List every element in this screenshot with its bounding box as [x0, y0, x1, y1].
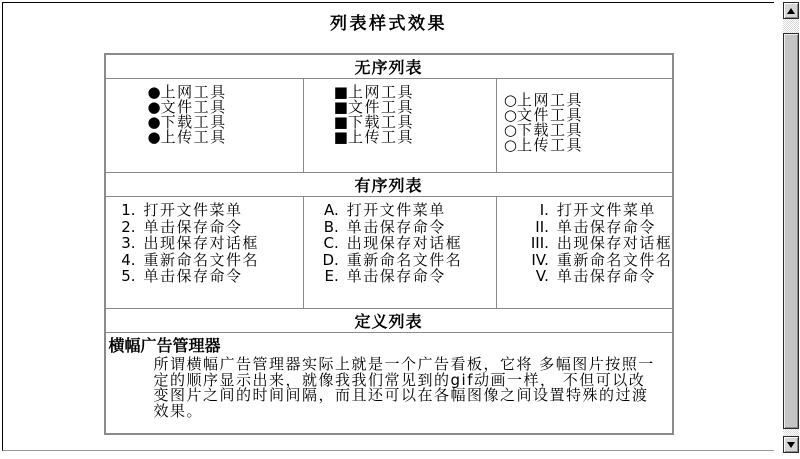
list-item [106, 235, 303, 252]
disc-bullet-icon: ● [147, 128, 161, 146]
ordered-cell-decimal [105, 197, 304, 309]
upper-roman-list-marker: II. [535, 217, 549, 236]
scrollbar-thumb[interactable] [783, 33, 799, 429]
vertical-scrollbar[interactable] [783, 2, 799, 453]
list-item-text: 上网工具 [517, 91, 584, 109]
circle-bullet-icon: ○ [503, 136, 517, 154]
list-item [309, 268, 496, 285]
list-item-text: 出现保存对话框 [346, 234, 463, 252]
list-item-text: 文件工具 [517, 106, 584, 124]
list-item-text: 上传工具 [160, 128, 227, 146]
upper-alpha-list-marker: B. [323, 217, 339, 236]
list-item [106, 252, 303, 269]
list-item-text: 下载工具 [517, 121, 584, 139]
list-item-text: 单击保存命令 [143, 217, 243, 236]
list-item [309, 252, 496, 269]
list-item-text: 单击保存命令 [346, 217, 446, 236]
list-item-text: 单击保存命令 [143, 267, 243, 285]
list-item-text: 出现保存对话框 [556, 234, 673, 252]
scrollbar-track[interactable] [783, 19, 799, 436]
upper-roman-list-marker: I. [539, 201, 549, 219]
roman-list [511, 197, 672, 285]
list-item [511, 235, 672, 252]
content-frame [2, 2, 774, 451]
section-header-ordered: 有序列表 [105, 173, 673, 197]
list-item [511, 202, 672, 219]
list-item-text: 打开文件菜单 [143, 201, 243, 219]
list-item-text: 重新命名文件名 [346, 250, 463, 269]
list-item [504, 138, 672, 153]
list-item-text: 上网工具 [160, 83, 227, 101]
decimal-list-marker: 1. [121, 201, 136, 219]
list-item-text: 重新命名文件名 [556, 250, 673, 269]
square-bullet-icon: ■ [333, 113, 348, 131]
list-item-text: 单击保存命令 [556, 267, 656, 285]
list-item-text: 重新命名文件名 [143, 250, 260, 269]
list-item-text: 文件工具 [160, 98, 227, 116]
square-bullet-icon: ■ [333, 83, 348, 101]
upper-alpha-list-marker: E. [324, 267, 339, 285]
list-item [511, 268, 672, 285]
list-item-text: 打开文件菜单 [346, 201, 446, 219]
list-item-text: 上传工具 [347, 128, 414, 146]
circle-bullet-icon: ○ [503, 106, 517, 124]
scroll-up-button[interactable] [783, 2, 799, 19]
list-item [309, 235, 496, 252]
disc-list [148, 79, 303, 145]
ordered-cell-roman [496, 197, 672, 309]
decimal-list-marker: 2. [121, 217, 136, 236]
list-item [106, 268, 303, 285]
square-bullet-icon: ■ [333, 128, 348, 146]
list-demo-table [104, 53, 674, 435]
upper-roman-list-marker: IV. [531, 250, 549, 269]
list-item-text: 上网工具 [347, 83, 414, 101]
list-item-text: 出现保存对话框 [143, 234, 260, 252]
list-item-text: 下载工具 [160, 113, 227, 131]
scroll-up-arrow-icon [787, 8, 795, 14]
decimal-list-marker: 4. [121, 250, 136, 269]
list-item [106, 202, 303, 219]
unordered-cell-circle [496, 79, 672, 173]
list-item [309, 202, 496, 219]
upper-alpha-list-marker: C. [323, 234, 339, 252]
definition-cell [105, 333, 673, 435]
section-header-definition: 定义列表 [105, 309, 673, 333]
section-header-unordered: 无序列表 [105, 54, 673, 79]
circle-bullet-icon: ○ [503, 121, 517, 139]
alpha-list [309, 197, 496, 285]
list-item-text: 单击保存命令 [346, 267, 446, 285]
unordered-cell-square [303, 79, 496, 173]
list-item-text: 下载工具 [347, 113, 414, 131]
unordered-cell-disc [105, 79, 304, 173]
list-item [106, 219, 303, 236]
upper-alpha-list-marker: D. [322, 250, 339, 269]
definition-term: 横幅广告管理器 [108, 336, 221, 355]
list-item [148, 130, 303, 145]
circle-bullet-icon: ○ [503, 91, 517, 109]
decimal-list [106, 197, 303, 285]
list-item-text: 单击保存命令 [556, 217, 656, 236]
scroll-down-button[interactable] [783, 436, 799, 453]
definition-list [106, 333, 672, 419]
ordered-cell-alpha [303, 197, 496, 309]
list-item-text: 文件工具 [347, 98, 414, 116]
disc-bullet-icon: ● [147, 113, 161, 131]
upper-roman-list-marker: III. [530, 234, 549, 252]
scroll-down-arrow-icon [787, 442, 795, 448]
upper-roman-list-marker: V. [535, 267, 549, 285]
upper-alpha-list-marker: A. [324, 201, 339, 219]
list-item-text: 上传工具 [517, 136, 584, 154]
page-title: 列表样式效果 [330, 14, 447, 34]
square-list [334, 79, 496, 145]
list-item [511, 252, 672, 269]
list-item-text: 打开文件菜单 [556, 201, 656, 219]
definition-description: 所谓横幅广告管理器实际上就是一个广告看板，它将 多幅图片按照一定的顺序显示出来，就像我我们常见到的gif动画一样， 不但可以改变图片之间的时间间隔，而且还可以在各幅图像之间设置特殊的过渡效果。 [153, 355, 655, 420]
list-item [511, 219, 672, 236]
circle-list [504, 79, 672, 153]
list-item [309, 219, 496, 236]
disc-bullet-icon: ● [147, 83, 161, 101]
disc-bullet-icon: ● [147, 98, 161, 116]
square-bullet-icon: ■ [333, 98, 348, 116]
list-item [334, 130, 496, 145]
decimal-list-marker: 5. [121, 267, 136, 285]
decimal-list-marker: 3. [121, 234, 136, 252]
